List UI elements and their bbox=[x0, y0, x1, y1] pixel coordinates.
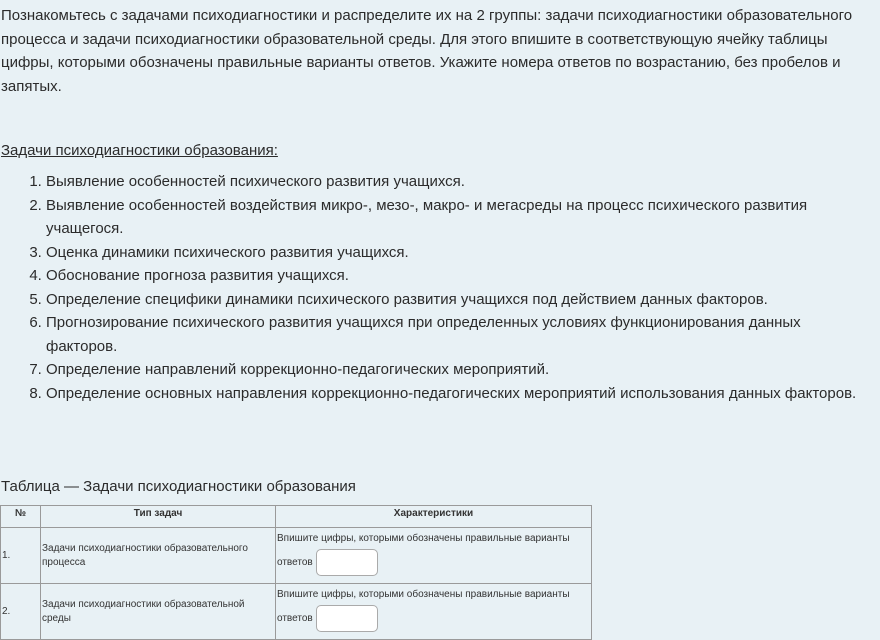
characteristics-cell bbox=[276, 584, 592, 640]
list-item: 8. Определение основных направления коррекционно-педагогических мероприятий использования данных факторов. bbox=[46, 382, 870, 406]
table-row bbox=[1, 528, 592, 584]
table-row bbox=[1, 584, 592, 640]
column-header-characteristics: Характеристики bbox=[276, 506, 592, 528]
section-title: Задачи психодиагностики образования: bbox=[1, 142, 278, 159]
row-number: 1. bbox=[1, 528, 41, 584]
characteristics-prompt: Впишите цифры, которыми обозначены правильные варианты ответов bbox=[277, 533, 570, 569]
list-item: 1. Выявление особенностей психического развития учащихся. bbox=[46, 170, 870, 194]
task-list bbox=[0, 170, 870, 405]
characteristics-prompt: Впишите цифры, которыми обозначены правильные варианты ответов bbox=[277, 589, 570, 625]
answer-input-process[interactable] bbox=[316, 549, 378, 576]
task-type-cell bbox=[41, 584, 276, 640]
instructions-text: Познакомьтесь с задачами психодиагностики и распределите их на 2 группы: задачи психодиагностики образовательного процесса и задачи психодиагностики образовательной среды. Для этого впишите в соответствующую ячейку таблицы цифры, которыми обозначены правильные варианты ответов. Укажите номера ответов по возрастанию, без пробелов и запятых. bbox=[1, 7, 853, 95]
list-item: 5. Определение специфики динамики психического развития учащихся под действием данных факторов. bbox=[46, 288, 870, 312]
list-item: 7. Определение направлений коррекционно-педагогических мероприятий. bbox=[46, 358, 870, 382]
task-type-cell bbox=[41, 528, 276, 584]
list-item: 3. Оценка динамики психического развития учащихся. bbox=[46, 241, 870, 265]
row-number: 2. bbox=[1, 584, 41, 640]
table-header-row bbox=[1, 506, 592, 528]
list-item: 4. Обоснование прогноза развития учащихся. bbox=[46, 264, 870, 288]
list-item: 6. Прогнозирование психического развития учащихся при определенных условиях функционирования данных факторов. bbox=[46, 311, 870, 358]
table-caption: Таблица — Задачи психодиагностики образования bbox=[1, 478, 356, 495]
column-header-number: № bbox=[1, 506, 41, 528]
task-type-label: Задачи психодиагностики образовательной среды bbox=[42, 598, 245, 624]
column-header-type: Тип задач bbox=[41, 506, 276, 528]
characteristics-cell bbox=[276, 528, 592, 584]
tasks-table bbox=[0, 505, 592, 640]
list-item: 2. Выявление особенностей воздействия микро-, мезо-, макро- и мегасреды на процесс психического развития учащегося. bbox=[46, 194, 870, 241]
answer-input-environment[interactable] bbox=[316, 605, 378, 632]
task-type-label: Задачи психодиагностики образовательного процесса bbox=[42, 542, 248, 568]
